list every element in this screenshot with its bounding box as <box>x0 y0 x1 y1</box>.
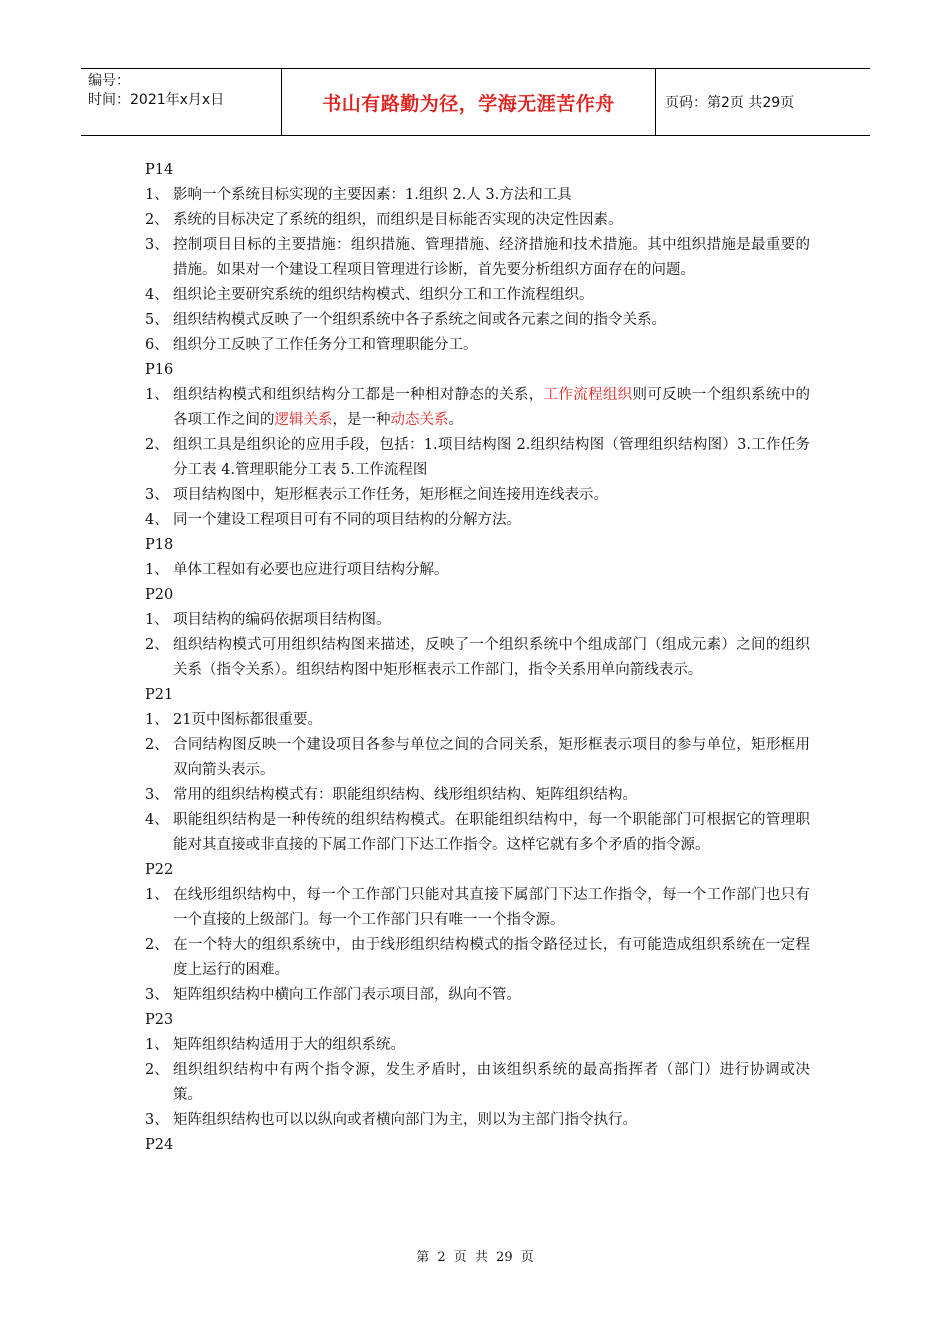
text-run: 则可反映一个组织系统中的各项工作之间的 <box>173 387 811 428</box>
item-number: 2、 <box>145 637 169 653</box>
number-label: 编号： <box>88 73 130 89</box>
list-item <box>145 233 810 283</box>
item-number: 2、 <box>145 1062 169 1078</box>
list-item <box>145 1058 810 1108</box>
item-text <box>173 383 810 433</box>
item-text: 控制项目目标的主要措施：组织措施、管理措施、经济措施和技术措施。其中组织措施是最重要的措施。如果对一个建设工程项目管理进行诊断，首先要分析组织方面存在的问题。 <box>173 237 810 278</box>
list-item <box>145 558 810 583</box>
item-number: 1、 <box>145 187 169 203</box>
text-run: ，是一种 <box>332 412 391 428</box>
document-body <box>145 158 810 1158</box>
highlighted-term: 动态关系 <box>390 412 449 428</box>
item-text: 21页中图标都很重要。 <box>173 712 322 728</box>
list-item <box>145 508 810 533</box>
list-item <box>145 483 810 508</box>
list-item <box>145 933 810 983</box>
item-number: 3、 <box>145 987 169 1003</box>
list-item <box>145 1108 810 1133</box>
list-item <box>145 283 810 308</box>
section-title: P20 <box>145 587 174 603</box>
section-title: P23 <box>145 1012 174 1028</box>
item-text: 组织组织结构中有两个指令源，发生矛盾时，由该组织系统的最高指挥者（部门）进行协调或决策。 <box>173 1062 810 1103</box>
item-number: 2、 <box>145 937 169 953</box>
section-title: P14 <box>145 162 174 178</box>
item-number: 1、 <box>145 712 169 728</box>
time-label: 时间：2021年x月x日 <box>88 92 225 108</box>
item-text: 组织工具是组织论的应用手段，包括：1.项目结构图 2.组织结构图（管理组织结构图）3.工作任务分工表 4.管理职能分工表 5.工作流程图 <box>173 437 810 478</box>
list-item <box>145 808 810 858</box>
section-title: P18 <box>145 537 174 553</box>
header-page-label: 页码：第2页 共29页 <box>665 95 795 111</box>
item-number: 3、 <box>145 787 169 803</box>
header-meta <box>81 69 282 135</box>
item-text: 项目结构图中，矩形框表示工作任务，矩形框之间连接用连线表示。 <box>173 487 608 503</box>
list-item <box>145 783 810 808</box>
item-text: 常用的组织结构模式有：职能组织结构、线形组织结构、矩阵组织结构。 <box>173 787 637 803</box>
list-item <box>145 1033 810 1058</box>
list-item <box>145 733 810 783</box>
item-text: 矩阵组织结构适用于大的组织系统。 <box>173 1037 405 1053</box>
item-number: 1、 <box>145 612 169 628</box>
list-item <box>145 633 810 683</box>
item-number: 3、 <box>145 487 169 503</box>
item-text: 组织结构模式可用组织结构图来描述，反映了一个组织系统中个组成部门（组成元素）之间的组织关系（指令关系）。组织结构图中矩形框表示工作部门，指令关系用单向箭线表示。 <box>173 637 810 678</box>
item-number: 5、 <box>145 312 169 328</box>
text-run: 。 <box>448 412 463 428</box>
list-item <box>145 183 810 208</box>
item-text: 系统的目标决定了系统的组织，而组织是目标能否实现的决定性因素。 <box>173 212 623 228</box>
item-text: 在线形组织结构中，每一个工作部门只能对其直接下属部门下达工作指令，每一个工作部门也只有一个直接的上级部门。每一个工作部门只有唯一一个指令源。 <box>173 887 810 928</box>
item-number: 3、 <box>145 1112 169 1128</box>
list-item <box>145 333 810 358</box>
page-header <box>81 68 870 136</box>
section-title: P24 <box>145 1137 174 1153</box>
header-motto: 书山有路勤为径，学海无涯苦作舟 <box>282 69 656 135</box>
section-title: P16 <box>145 362 174 378</box>
page-footer: 第 2 页 共 29 页 <box>416 1250 534 1265</box>
list-item <box>145 708 810 733</box>
item-text: 同一个建设工程项目可有不同的项目结构的分解方法。 <box>173 512 521 528</box>
item-number: 2、 <box>145 737 169 753</box>
item-number: 4、 <box>145 512 169 528</box>
item-number: 1、 <box>145 887 169 903</box>
text-run: 组织结构模式和组织结构分工都是一种相对静态的关系， <box>173 387 544 403</box>
highlighted-term: 工作流程组织 <box>543 387 633 403</box>
list-item <box>145 433 810 483</box>
item-number: 2、 <box>145 212 169 228</box>
list-item <box>145 983 810 1008</box>
item-number: 2、 <box>145 437 169 453</box>
item-text: 职能组织结构是一种传统的组织结构模式。在职能组织结构中，每一个职能部门可根据它的管理职能对其直接或非直接的下属工作部门下达工作指令。这样它就有多个矛盾的指令源。 <box>173 812 810 853</box>
list-item <box>145 208 810 233</box>
list-item <box>145 308 810 333</box>
list-item <box>145 608 810 633</box>
item-text: 项目结构的编码依据项目结构图。 <box>173 612 391 628</box>
item-text: 矩阵组织结构中横向工作部门表示项目部，纵向不管。 <box>173 987 521 1003</box>
item-text: 组织分工反映了工作任务分工和管理职能分工。 <box>173 337 478 353</box>
item-number: 6、 <box>145 337 169 353</box>
item-text: 合同结构图反映一个建设项目各参与单位之间的合同关系，矩形框表示项目的参与单位，矩形框用双向箭头表示。 <box>173 737 810 778</box>
item-number: 1、 <box>145 562 169 578</box>
item-text: 影响一个系统目标实现的主要因素：1.组织 2.人 3.方法和工具 <box>173 187 572 203</box>
item-number: 1、 <box>145 387 169 403</box>
highlighted-term: 逻辑关系 <box>274 412 333 428</box>
list-item <box>145 883 810 933</box>
section-title: P22 <box>145 862 174 878</box>
section-title: P21 <box>145 687 174 703</box>
item-text: 组织结构模式反映了一个组织系统中各子系统之间或各元素之间的指令关系。 <box>173 312 666 328</box>
item-text: 矩阵组织结构也可以以纵向或者横向部门为主，则以为主部门指令执行。 <box>173 1112 637 1128</box>
item-text: 组织论主要研究系统的组织结构模式、组织分工和工作流程组织。 <box>173 287 594 303</box>
item-number: 3、 <box>145 237 169 253</box>
item-number: 4、 <box>145 812 169 828</box>
list-item <box>145 383 810 433</box>
item-number: 1、 <box>145 1037 169 1053</box>
item-text: 单体工程如有必要也应进行项目结构分解。 <box>173 562 449 578</box>
item-text: 在一个特大的组织系统中，由于线形组织结构模式的指令路径过长，有可能造成组织系统在一定程度上运行的困难。 <box>173 937 810 978</box>
item-number: 4、 <box>145 287 169 303</box>
